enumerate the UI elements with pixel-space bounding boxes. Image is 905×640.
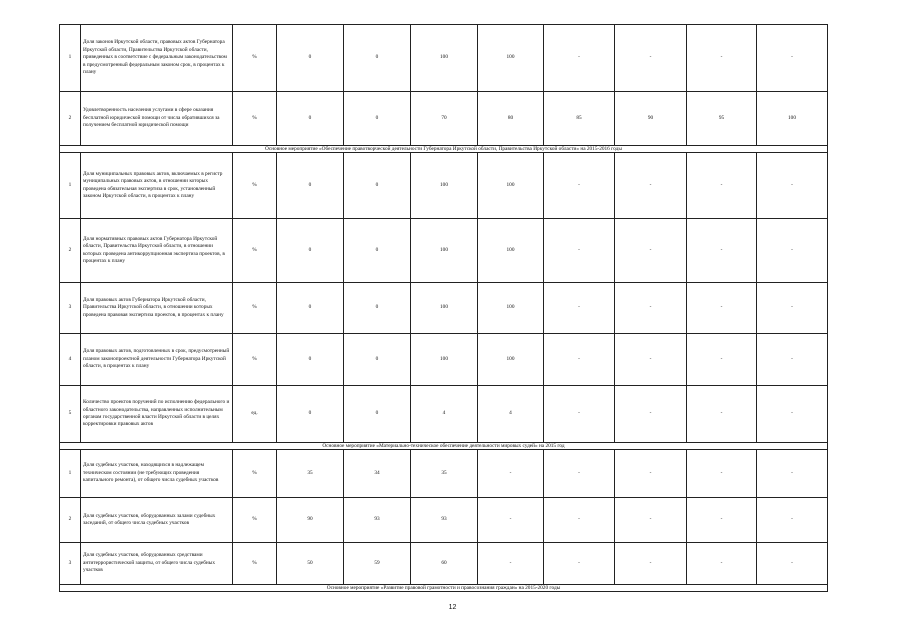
value-cell: - (615, 219, 687, 283)
value-cell: 0 (344, 334, 411, 386)
table-row (60, 386, 828, 443)
unit-cell: % (233, 283, 277, 334)
section-title: Основное мероприятие «Обеспечение правотворческой деятельности Губернатора Иркутской области, Правительства Иркутской области» на 2015-2016 годы (60, 146, 828, 153)
value-cell: 95 (687, 92, 757, 146)
value-cell: - (757, 153, 828, 219)
table-row (60, 543, 828, 585)
table-row (60, 283, 828, 334)
section-title: Основное мероприятие «Развитие правовой грамотности и правосознания граждан» на 2015-2020 годы (60, 585, 828, 592)
value-cell: - (757, 450, 828, 498)
value-cell: - (478, 498, 544, 543)
value-cell: 35 (411, 450, 478, 498)
value-cell: - (478, 543, 544, 585)
indicator-name: Доля судебных участков, оборудованных залами судебных заседаний, от общего числа судебных участков (81, 498, 233, 543)
value-cell: 4 (411, 386, 478, 443)
unit-cell: % (233, 92, 277, 146)
table-row (60, 219, 828, 283)
section-title: Основное мероприятие «Материально-техническое обеспечение деятельности мировых судей» на 2015 год (60, 443, 828, 450)
value-cell: 0 (277, 92, 344, 146)
value-cell: 100 (411, 334, 478, 386)
section-header-row (60, 585, 828, 592)
value-cell: - (615, 283, 687, 334)
table-row (60, 498, 828, 543)
indicator-name: Доля муниципальных правовых актов, включаемых в регистр муниципальных правовых актов, в отношении которых проведена обязательная экспертиза в срок, установленный законом Иркутской области, в процентах к плану (81, 153, 233, 219)
value-cell: 0 (344, 25, 411, 92)
value-cell: 100 (478, 334, 544, 386)
value-cell: 90 (615, 92, 687, 146)
row-number: 1 (60, 153, 81, 219)
section-header-row (60, 146, 828, 153)
indicators-table (59, 24, 828, 592)
value-cell: - (687, 283, 757, 334)
value-cell: - (687, 25, 757, 92)
value-cell: - (544, 386, 615, 443)
value-cell: - (757, 386, 828, 443)
value-cell: 0 (344, 219, 411, 283)
value-cell: - (544, 219, 615, 283)
value-cell: - (757, 498, 828, 543)
value-cell: - (757, 334, 828, 386)
value-cell: 100 (478, 283, 544, 334)
unit-cell: % (233, 153, 277, 219)
value-cell: 0 (277, 386, 344, 443)
row-number: 1 (60, 450, 81, 498)
value-cell: - (615, 334, 687, 386)
value-cell: - (544, 334, 615, 386)
value-cell: - (615, 450, 687, 498)
value-cell: 100 (478, 153, 544, 219)
value-cell: 100 (478, 25, 544, 92)
row-number: 3 (60, 283, 81, 334)
value-cell: - (544, 498, 615, 543)
value-cell: - (757, 25, 828, 92)
value-cell: - (615, 386, 687, 443)
value-cell: 0 (277, 153, 344, 219)
table-row (60, 25, 828, 92)
unit-cell: % (233, 219, 277, 283)
value-cell: 4 (478, 386, 544, 443)
row-number: 2 (60, 219, 81, 283)
indicator-name: Доля судебных участков, находящихся в надлежащем техническом состоянии (не требующих проведения капитального ремонта), от общего числа судебных участков (81, 450, 233, 498)
value-cell: - (615, 25, 687, 92)
table-row (60, 450, 828, 498)
value-cell: 100 (411, 153, 478, 219)
value-cell: - (544, 25, 615, 92)
table-row (60, 334, 828, 386)
value-cell: 35 (277, 450, 344, 498)
value-cell: 34 (344, 450, 411, 498)
value-cell: - (478, 450, 544, 498)
value-cell: - (757, 543, 828, 585)
value-cell: - (544, 543, 615, 585)
value-cell: - (615, 153, 687, 219)
value-cell: 59 (344, 543, 411, 585)
row-number: 2 (60, 498, 81, 543)
indicator-name: Доля судебных участков, оборудованных средствами антитеррористической защиты, от общего числа судебных участков (81, 543, 233, 585)
row-number: 5 (60, 386, 81, 443)
section-header-row (60, 443, 828, 450)
value-cell: - (757, 283, 828, 334)
indicator-name: Количество проектов поручений по исполнению федерального и областного законодательства, направленных исполнительным органам государственной власти Иркутской области в целях корректировки правовых актов (81, 386, 233, 443)
value-cell: - (615, 498, 687, 543)
value-cell: 93 (344, 498, 411, 543)
value-cell: 85 (544, 92, 615, 146)
value-cell: 0 (277, 219, 344, 283)
indicator-name: Доля нормативных правовых актов Губернатора Иркутской области, Правительства Иркутской области, в отношении которых проведена антикоррупционная экспертиза проектов, в процентах к плану (81, 219, 233, 283)
value-cell: - (687, 334, 757, 386)
value-cell: 100 (478, 219, 544, 283)
value-cell: - (687, 386, 757, 443)
indicator-name: Доля правовых актов, подготовленных в срок, предусмотренный планом законопроектной деятельности Губернатора Иркутской области, в процентах к плану (81, 334, 233, 386)
value-cell: - (544, 153, 615, 219)
unit-cell: % (233, 334, 277, 386)
value-cell: 70 (411, 92, 478, 146)
unit-cell: % (233, 450, 277, 498)
unit-cell: ед. (233, 386, 277, 443)
indicator-name: Удовлетворенность населения услугами в сфере оказания бесплатной юридической помощи от числа обратившихся за получением бесплатной юридической помощи (81, 92, 233, 146)
value-cell: - (687, 498, 757, 543)
value-cell: 100 (411, 25, 478, 92)
row-number: 2 (60, 92, 81, 146)
value-cell: - (615, 543, 687, 585)
value-cell: 90 (277, 498, 344, 543)
value-cell: - (687, 543, 757, 585)
indicator-name: Доля законов Иркутской области, правовых актов Губернатора Иркутской области, Правительства Иркутской области, приведенных в соответствие с федеральным законодательством в предусмотренный федеральным законом срок, в процентах к плану (81, 25, 233, 92)
value-cell: - (757, 219, 828, 283)
page-number: 12 (448, 604, 457, 611)
value-cell: 50 (277, 543, 344, 585)
row-number: 4 (60, 334, 81, 386)
value-cell: 100 (411, 219, 478, 283)
value-cell: 100 (411, 283, 478, 334)
value-cell: - (544, 450, 615, 498)
value-cell: 93 (411, 498, 478, 543)
value-cell: 60 (411, 543, 478, 585)
value-cell: - (687, 450, 757, 498)
row-number: 1 (60, 25, 81, 92)
value-cell: 0 (277, 25, 344, 92)
value-cell: 100 (757, 92, 828, 146)
value-cell: - (687, 153, 757, 219)
unit-cell: % (233, 543, 277, 585)
unit-cell: % (233, 498, 277, 543)
value-cell: 80 (478, 92, 544, 146)
value-cell: 0 (344, 92, 411, 146)
row-number: 3 (60, 543, 81, 585)
value-cell: 0 (344, 153, 411, 219)
value-cell: 0 (277, 334, 344, 386)
value-cell: 0 (277, 283, 344, 334)
table-row (60, 153, 828, 219)
value-cell: - (687, 219, 757, 283)
value-cell: 0 (344, 283, 411, 334)
table-row (60, 92, 828, 146)
value-cell: 0 (344, 386, 411, 443)
indicator-name: Доля правовых актов Губернатора Иркутской области, Правительства Иркутской области, в отношении которых проведена правовая экспертиза проектов, в процентах к плану (81, 283, 233, 334)
unit-cell: % (233, 25, 277, 92)
value-cell: - (544, 283, 615, 334)
